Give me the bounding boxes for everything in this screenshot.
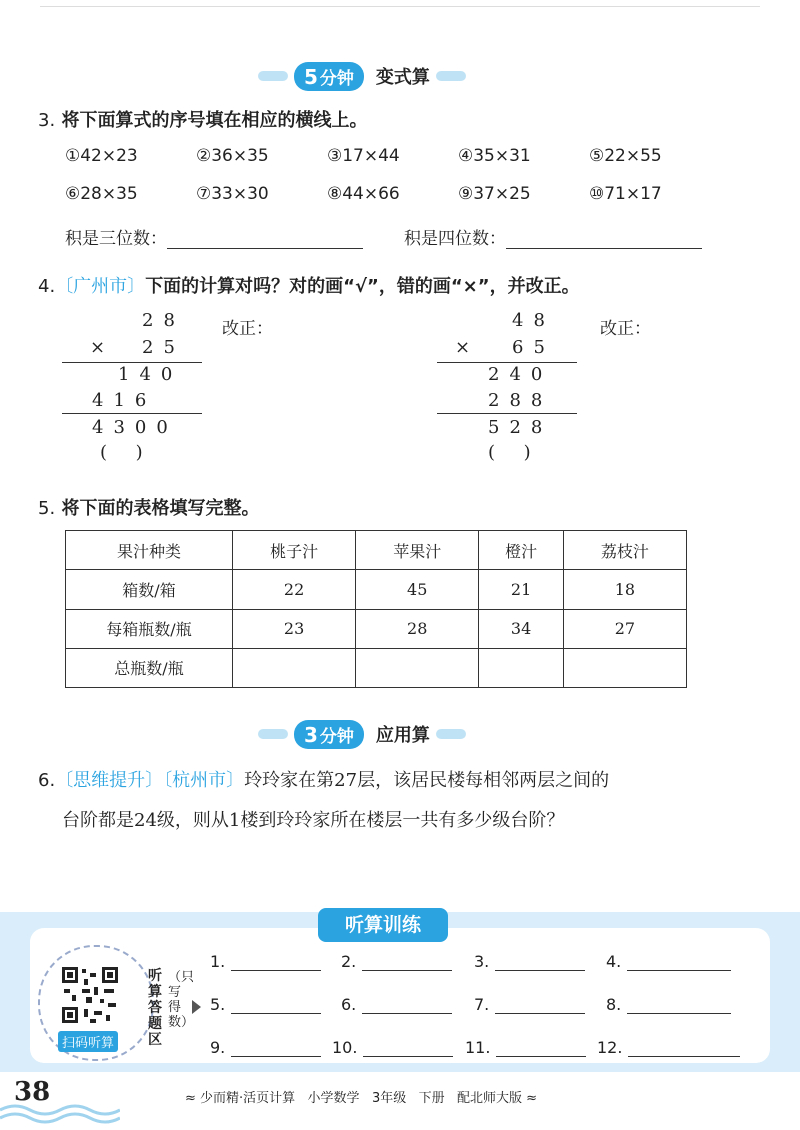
q3-item: ③17×44 [327, 146, 400, 166]
answer-zone-note: （只写得数） [168, 970, 195, 1030]
table-header-cell: 橙汁 [479, 531, 564, 570]
fix-label: 改正： [600, 319, 651, 339]
q3-item: ①42×23 [65, 146, 138, 166]
answer-slot[interactable]: 9. [210, 1038, 321, 1057]
judge-paren[interactable]: ( ) [488, 442, 531, 463]
arrow-right-icon [192, 1000, 201, 1014]
table-cell: 34 [479, 609, 564, 648]
answer-slot[interactable]: 5. [210, 995, 321, 1014]
answer-blank[interactable] [506, 230, 702, 249]
calc-right-op: × [455, 337, 481, 358]
label-four-digit: 积是四位数： [404, 229, 506, 249]
table-row [66, 648, 687, 687]
table-header-cell: 荔枝汁 [563, 531, 686, 570]
calc-right-p2: 288 [488, 390, 553, 411]
table-cell: 27 [563, 609, 686, 648]
q3-item: ⑥28×35 [65, 184, 138, 204]
four-digit-answer [404, 224, 702, 249]
answer-slot[interactable]: 11. [465, 1038, 586, 1057]
top-rule [40, 6, 760, 7]
table-header-cell: 苹果汁 [356, 531, 479, 570]
table-cell-blank[interactable] [479, 648, 564, 687]
q6-line2: 台阶都是24级，则从1楼到玲玲家所在楼层一共有多少级台阶？ [62, 810, 565, 831]
section-banner-1 [258, 62, 466, 90]
label-three-digit: 积是三位数： [65, 229, 167, 249]
judge-paren[interactable]: ( ) [100, 442, 143, 463]
table-row [66, 531, 687, 570]
q3-item: ⑤22×55 [589, 146, 662, 166]
table-cell-blank[interactable] [356, 648, 479, 687]
answer-slot[interactable]: 8. [606, 995, 731, 1014]
table-cell: 18 [563, 570, 686, 609]
calc-left-p1: 140 [118, 364, 183, 385]
three-digit-answer [65, 224, 363, 249]
answer-slot[interactable]: 12. [597, 1038, 740, 1057]
table-cell: 23 [233, 609, 356, 648]
calc-right-a: 48 [512, 310, 555, 331]
q3-item: ②36×35 [196, 146, 269, 166]
q3-item: ⑩71×17 [589, 184, 662, 204]
table-header-cell: 果汁种类 [66, 531, 233, 570]
table-row [66, 609, 687, 648]
answer-blank[interactable] [167, 230, 363, 249]
q3-item: ④35×31 [458, 146, 531, 166]
q3-item: ⑦33×30 [196, 184, 269, 204]
table-cell: 每箱瓶数/瓶 [66, 609, 233, 648]
table-cell: 总瓶数/瓶 [66, 648, 233, 687]
answer-slot[interactable]: 7. [474, 995, 585, 1014]
calc-line [62, 362, 202, 363]
calc-right-result: 528 [488, 417, 553, 438]
table-cell: 箱数/箱 [66, 570, 233, 609]
section-title: 变式算 [375, 67, 430, 88]
juice-table [65, 530, 687, 688]
table-cell: 45 [356, 570, 479, 609]
q3-item: ⑨37×25 [458, 184, 531, 204]
footer-text: ≈ 少而精·活页计算 小学数学 3年级 下册 配北师大版 ≈ [185, 1091, 538, 1106]
calc-left-b: 25 [142, 337, 185, 358]
qr-label: 扫码听算 [58, 1031, 118, 1052]
calc-left-result: 4300 [92, 417, 178, 438]
q3-item: ⑧44×66 [327, 184, 400, 204]
table-cell: 21 [479, 570, 564, 609]
answer-slot[interactable]: 2. [341, 952, 452, 971]
table-header-cell: 桃子汁 [233, 531, 356, 570]
answer-slot[interactable]: 6. [341, 995, 452, 1014]
calc-right-p1: 240 [488, 364, 553, 385]
time-badge: 3 分钟 [294, 720, 364, 749]
calc-line [437, 413, 577, 414]
q3-title: 3. 将下面算式的序号填在相应的横线上。 [38, 110, 368, 131]
answer-slot[interactable]: 3. [474, 952, 585, 971]
calc-line [437, 362, 577, 363]
time-badge: 5 分钟 [294, 62, 364, 91]
q6-line1: 6.〔思维提升〕〔杭州市〕玲玲家在第27层，该居民楼每相邻两层之间的 [38, 770, 610, 791]
fix-label: 改正： [222, 319, 273, 339]
table-cell-blank[interactable] [233, 648, 356, 687]
calc-left-p2: 416 [92, 390, 157, 411]
section-title: 应用算 [375, 725, 430, 746]
answer-slot[interactable]: 4. [606, 952, 731, 971]
answer-zone-label: 听算答题区 [148, 968, 162, 1048]
table-cell: 22 [233, 570, 356, 609]
calc-left-op: × [90, 337, 116, 358]
listening-title: 听算训练 [318, 908, 448, 942]
section-banner-2 [258, 720, 466, 748]
page-footer [0, 1075, 800, 1130]
q5-title: 5. 将下面的表格填写完整。 [38, 498, 260, 519]
calc-left-a: 28 [142, 310, 185, 331]
answer-slot[interactable]: 10. [332, 1038, 453, 1057]
page-number: 38 [14, 1077, 51, 1107]
calc-line [62, 413, 202, 414]
answer-slot[interactable]: 1. [210, 952, 321, 971]
table-cell-blank[interactable] [563, 648, 686, 687]
calc-right-b: 65 [512, 337, 555, 358]
qr-code-icon[interactable] [60, 965, 120, 1025]
q4-title: 4.〔广州市〕下面的计算对吗？对的画“√”，错的画“×”，并改正。 [38, 276, 580, 297]
table-cell: 28 [356, 609, 479, 648]
table-row [66, 570, 687, 609]
